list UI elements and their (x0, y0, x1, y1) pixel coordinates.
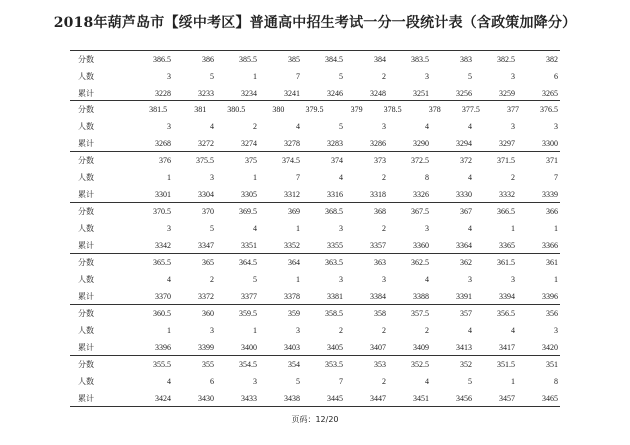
table-cell: 2 (339, 326, 343, 335)
table-cell: 356.5 (497, 309, 515, 318)
table-cell: 376 (159, 156, 171, 165)
table-row-cumulative (70, 288, 560, 305)
table-cell: 3326 (413, 190, 429, 199)
table-cell: 371 (546, 156, 558, 165)
table-cell: 6 (210, 377, 214, 386)
table-cell: 355 (202, 360, 214, 369)
table-cell: 1 (253, 173, 257, 182)
row-label: 人数 (78, 173, 94, 182)
table-cell: 365.5 (153, 258, 171, 267)
table-cell: 3365 (499, 241, 515, 250)
table-cell: 366.5 (497, 207, 515, 216)
table-cell: 364.5 (239, 258, 257, 267)
table-cell: 3403 (284, 343, 300, 352)
table-cell: 5 (253, 275, 257, 284)
table-cell: 3268 (155, 139, 171, 148)
table-cell: 3318 (370, 190, 386, 199)
table-cell: 1 (554, 275, 558, 284)
table-cell: 3438 (284, 394, 300, 403)
table-row-cumulative (70, 390, 560, 407)
table-cell: 384 (374, 55, 386, 64)
table-cell: 4 (425, 122, 429, 131)
table-cell: 3304 (198, 190, 214, 199)
table-cell: 3 (339, 224, 343, 233)
table-cell: 5 (339, 72, 343, 81)
table-cell: 353.5 (325, 360, 343, 369)
table-cell: 3405 (327, 343, 343, 352)
table-cell: 3370 (155, 292, 171, 301)
table-cell: 3294 (456, 139, 472, 148)
table-row-score (70, 356, 560, 373)
table-cell: 3332 (499, 190, 515, 199)
table-cell: 3407 (370, 343, 386, 352)
table-cell: 3330 (456, 190, 472, 199)
page-number: 页码：12/20 (291, 415, 339, 424)
table-cell: 355.5 (153, 360, 171, 369)
table-cell: 4 (468, 224, 472, 233)
table-cell: 3366 (542, 241, 558, 250)
table-block (70, 254, 560, 305)
table-cell: 4 (210, 122, 214, 131)
table-cell: 3 (296, 326, 300, 335)
table-cell: 4 (425, 275, 429, 284)
table-cell: 386 (202, 55, 214, 64)
row-label: 累计 (78, 241, 94, 250)
table-row-count (70, 118, 560, 135)
table-cell: 372 (460, 156, 472, 165)
table-cell: 385 (288, 55, 300, 64)
table-block (70, 50, 560, 101)
table-cell: 4 (468, 122, 472, 131)
table-cell: 3420 (542, 343, 558, 352)
table-cell: 352 (460, 360, 472, 369)
table-cell: 367 (460, 207, 472, 216)
table-cell: 374.5 (282, 156, 300, 165)
table-cell: 380 (272, 105, 285, 114)
table-block (70, 305, 560, 356)
table-cell: 3 (468, 275, 472, 284)
table-cell: 361 (546, 258, 558, 267)
table-cell: 3465 (542, 394, 558, 403)
table-cell: 368 (374, 207, 386, 216)
table-cell: 7 (296, 72, 300, 81)
table-cell: 3 (425, 72, 429, 81)
table-cell: 2 (210, 275, 214, 284)
row-label: 人数 (78, 326, 94, 335)
table-cell: 368.5 (325, 207, 343, 216)
row-label: 累计 (78, 394, 94, 403)
table-cell: 2 (382, 173, 386, 182)
table-row-score (70, 152, 560, 169)
table-cell: 366 (546, 207, 558, 216)
row-label: 人数 (78, 72, 94, 81)
table-cell: 362 (460, 258, 472, 267)
table-cell: 357 (460, 309, 472, 318)
table-cell: 3234 (241, 89, 257, 98)
table-cell: 4 (468, 173, 472, 182)
table-cell: 8 (554, 377, 558, 386)
table-cell: 7 (296, 173, 300, 182)
table-cell: 3300 (542, 139, 558, 148)
table-row-count (70, 373, 560, 390)
table-cell: 3364 (456, 241, 472, 250)
table-cell: 3388 (413, 292, 429, 301)
row-label: 分数 (78, 55, 94, 64)
table-row-score (70, 101, 560, 118)
table-cell: 3433 (241, 394, 257, 403)
row-label: 分数 (78, 309, 94, 318)
row-label: 累计 (78, 89, 94, 98)
table-cell: 3251 (413, 89, 429, 98)
table-row-score (70, 305, 560, 322)
table-cell: 3409 (413, 343, 429, 352)
table-cell: 4 (167, 275, 171, 284)
row-label: 分数 (78, 258, 94, 267)
table-block (70, 152, 560, 203)
table-block (70, 356, 560, 407)
table-cell: 359.5 (239, 309, 257, 318)
table-cell: 3 (425, 224, 429, 233)
table-cell: 374 (331, 156, 343, 165)
table-cell: 3228 (155, 89, 171, 98)
table-cell: 3456 (456, 394, 472, 403)
table-cell: 8 (425, 173, 429, 182)
table-cell: 3 (554, 122, 558, 131)
table-cell: 3424 (155, 394, 171, 403)
table-cell: 1 (554, 224, 558, 233)
table-cell: 3396 (155, 343, 171, 352)
table-block (70, 101, 560, 152)
table-cell: 3246 (327, 89, 343, 98)
table-cell: 3357 (370, 241, 386, 250)
table-cell: 351.5 (497, 360, 515, 369)
table-cell: 363 (374, 258, 386, 267)
table-cell: 2 (511, 173, 515, 182)
table-cell: 382 (546, 55, 558, 64)
table-cell: 3286 (370, 139, 386, 148)
table-cell: 1 (296, 275, 300, 284)
table-cell: 363.5 (325, 258, 343, 267)
table-cell: 1 (511, 377, 515, 386)
table-cell: 1 (167, 173, 171, 182)
table-cell: 3 (253, 377, 257, 386)
table-row-count (70, 271, 560, 288)
table-cell: 379.5 (305, 105, 324, 114)
table-cell: 3351 (241, 241, 257, 250)
table-cell: 357.5 (411, 309, 429, 318)
table-cell: 351 (546, 360, 558, 369)
table-cell: 3451 (413, 394, 429, 403)
table-cell: 3248 (370, 89, 386, 98)
table-cell: 3372 (198, 292, 214, 301)
table-cell: 3347 (198, 241, 214, 250)
table-cell: 372.5 (411, 156, 429, 165)
table-cell: 354.5 (239, 360, 257, 369)
row-label: 累计 (78, 292, 94, 301)
table-cell: 2 (253, 122, 257, 131)
table-cell: 373 (374, 156, 386, 165)
table-cell: 379 (350, 105, 363, 114)
table-cell: 378 (428, 105, 441, 114)
table-cell: 3384 (370, 292, 386, 301)
row-label: 累计 (78, 343, 94, 352)
table-cell: 369.5 (239, 207, 257, 216)
table-cell: 383.5 (411, 55, 429, 64)
table-cell: 382.5 (497, 55, 515, 64)
table-cell: 3 (167, 224, 171, 233)
row-label: 人数 (78, 377, 94, 386)
table-cell: 3377 (241, 292, 257, 301)
page-title: 2018年葫芦岛市【绥中考区】普通高中招生考试一分一段统计表（含政策加降分） (53, 15, 577, 31)
table-cell: 5 (296, 377, 300, 386)
table-cell: 3 (167, 122, 171, 131)
table-cell: 3305 (241, 190, 257, 199)
table-cell: 377.5 (461, 105, 480, 114)
table-cell: 364 (288, 258, 300, 267)
table-cell: 367.5 (411, 207, 429, 216)
table-cell: 353 (374, 360, 386, 369)
table-cell: 2 (382, 72, 386, 81)
table-row-score (70, 51, 560, 68)
table-cell: 378.5 (383, 105, 402, 114)
table-cell: 385.5 (239, 55, 257, 64)
table-cell: 3 (382, 122, 386, 131)
table-cell: 370.5 (153, 207, 171, 216)
table-cell: 1 (296, 224, 300, 233)
table-cell: 3301 (155, 190, 171, 199)
table-cell: 3 (339, 275, 343, 284)
table-cell: 5 (210, 72, 214, 81)
table-cell: 3278 (284, 139, 300, 148)
table-cell: 3 (210, 173, 214, 182)
table-cell: 358 (374, 309, 386, 318)
table-cell: 3378 (284, 292, 300, 301)
table-cell: 3417 (499, 343, 515, 352)
table-cell: 3290 (413, 139, 429, 148)
table-cell: 3355 (327, 241, 343, 250)
table-cell: 3 (511, 275, 515, 284)
table-cell: 1 (511, 224, 515, 233)
table-cell: 362.5 (411, 258, 429, 267)
row-label: 人数 (78, 275, 94, 284)
table-cell: 3399 (198, 343, 214, 352)
table-row-score (70, 254, 560, 271)
row-label: 分数 (78, 360, 94, 369)
table-cell: 6 (554, 72, 558, 81)
table-row-cumulative (70, 339, 560, 356)
table-cell: 3312 (284, 190, 300, 199)
table-cell: 7 (339, 377, 343, 386)
table-cell: 383 (460, 55, 472, 64)
row-label: 分数 (78, 156, 94, 165)
table-cell: 354 (288, 360, 300, 369)
table-cell: 375.5 (196, 156, 214, 165)
table-cell: 3241 (284, 89, 300, 98)
row-label: 累计 (78, 139, 94, 148)
score-distribution-table (70, 50, 560, 407)
table-cell: 1 (253, 72, 257, 81)
table-cell: 4 (511, 326, 515, 335)
table-cell: 360 (202, 309, 214, 318)
table-cell: 2 (382, 224, 386, 233)
table-cell: 2 (382, 326, 386, 335)
table-cell: 7 (554, 173, 558, 182)
table-cell: 5 (210, 224, 214, 233)
table-cell: 2 (425, 326, 429, 335)
table-cell: 1 (253, 326, 257, 335)
table-cell: 360.5 (153, 309, 171, 318)
table-cell: 5 (468, 72, 472, 81)
table-cell: 3274 (241, 139, 257, 148)
table-cell: 3413 (456, 343, 472, 352)
table-cell: 375 (245, 156, 257, 165)
table-cell: 384.5 (325, 55, 343, 64)
table-row-count (70, 220, 560, 237)
table-cell: 359 (288, 309, 300, 318)
table-cell: 2 (382, 377, 386, 386)
table-cell: 3 (167, 72, 171, 81)
table-cell: 358.5 (325, 309, 343, 318)
table-row-cumulative (70, 186, 560, 203)
table-cell: 380.5 (227, 105, 246, 114)
table-cell: 377 (506, 105, 519, 114)
table-row-count (70, 169, 560, 186)
table-cell: 3430 (198, 394, 214, 403)
table-cell: 1 (167, 326, 171, 335)
row-label: 人数 (78, 122, 94, 131)
row-label: 累计 (78, 190, 94, 199)
table-cell: 3457 (499, 394, 515, 403)
table-cell: 356 (546, 309, 558, 318)
table-cell: 5 (468, 377, 472, 386)
table-cell: 3400 (241, 343, 257, 352)
table-cell: 386.5 (153, 55, 171, 64)
table-cell: 381.5 (149, 105, 168, 114)
row-label: 人数 (78, 224, 94, 233)
table-cell: 4 (253, 224, 257, 233)
table-cell: 3283 (327, 139, 343, 148)
table-cell: 3265 (542, 89, 558, 98)
table-cell: 3352 (284, 241, 300, 250)
table-cell: 3342 (155, 241, 171, 250)
table-row-cumulative (70, 237, 560, 254)
table-cell: 361.5 (497, 258, 515, 267)
table-cell: 3256 (456, 89, 472, 98)
row-label: 分数 (78, 207, 94, 216)
table-row-cumulative (70, 85, 560, 102)
table-cell: 3 (210, 326, 214, 335)
table-cell: 3233 (198, 89, 214, 98)
table-cell: 3297 (499, 139, 515, 148)
table-cell: 3 (382, 275, 386, 284)
table-cell: 4 (468, 326, 472, 335)
table-block (70, 203, 560, 254)
table-cell: 371.5 (497, 156, 515, 165)
table-cell: 3272 (198, 139, 214, 148)
table-cell: 5 (339, 122, 343, 131)
table-cell: 369 (288, 207, 300, 216)
table-cell: 3447 (370, 394, 386, 403)
table-cell: 3394 (499, 292, 515, 301)
table-cell: 376.5 (540, 105, 559, 114)
table-row-score (70, 203, 560, 220)
table-cell: 381 (194, 105, 207, 114)
table-cell: 352.5 (411, 360, 429, 369)
row-label: 分数 (78, 105, 94, 114)
table-cell: 4 (296, 122, 300, 131)
table-row-cumulative (70, 135, 560, 152)
table-cell: 3445 (327, 394, 343, 403)
table-cell: 3396 (542, 292, 558, 301)
table-row-count (70, 68, 560, 85)
table-cell: 3316 (327, 190, 343, 199)
table-cell: 3 (511, 122, 515, 131)
table-row-count (70, 322, 560, 339)
table-cell: 3259 (499, 89, 515, 98)
table-cell: 3 (554, 326, 558, 335)
table-cell: 3339 (542, 190, 558, 199)
table-cell: 370 (202, 207, 214, 216)
table-cell: 3 (511, 72, 515, 81)
table-cell: 3381 (327, 292, 343, 301)
table-cell: 3360 (413, 241, 429, 250)
table-cell: 3391 (456, 292, 472, 301)
table-cell: 4 (339, 173, 343, 182)
table-cell: 4 (425, 377, 429, 386)
table-cell: 4 (167, 377, 171, 386)
table-cell: 365 (202, 258, 214, 267)
